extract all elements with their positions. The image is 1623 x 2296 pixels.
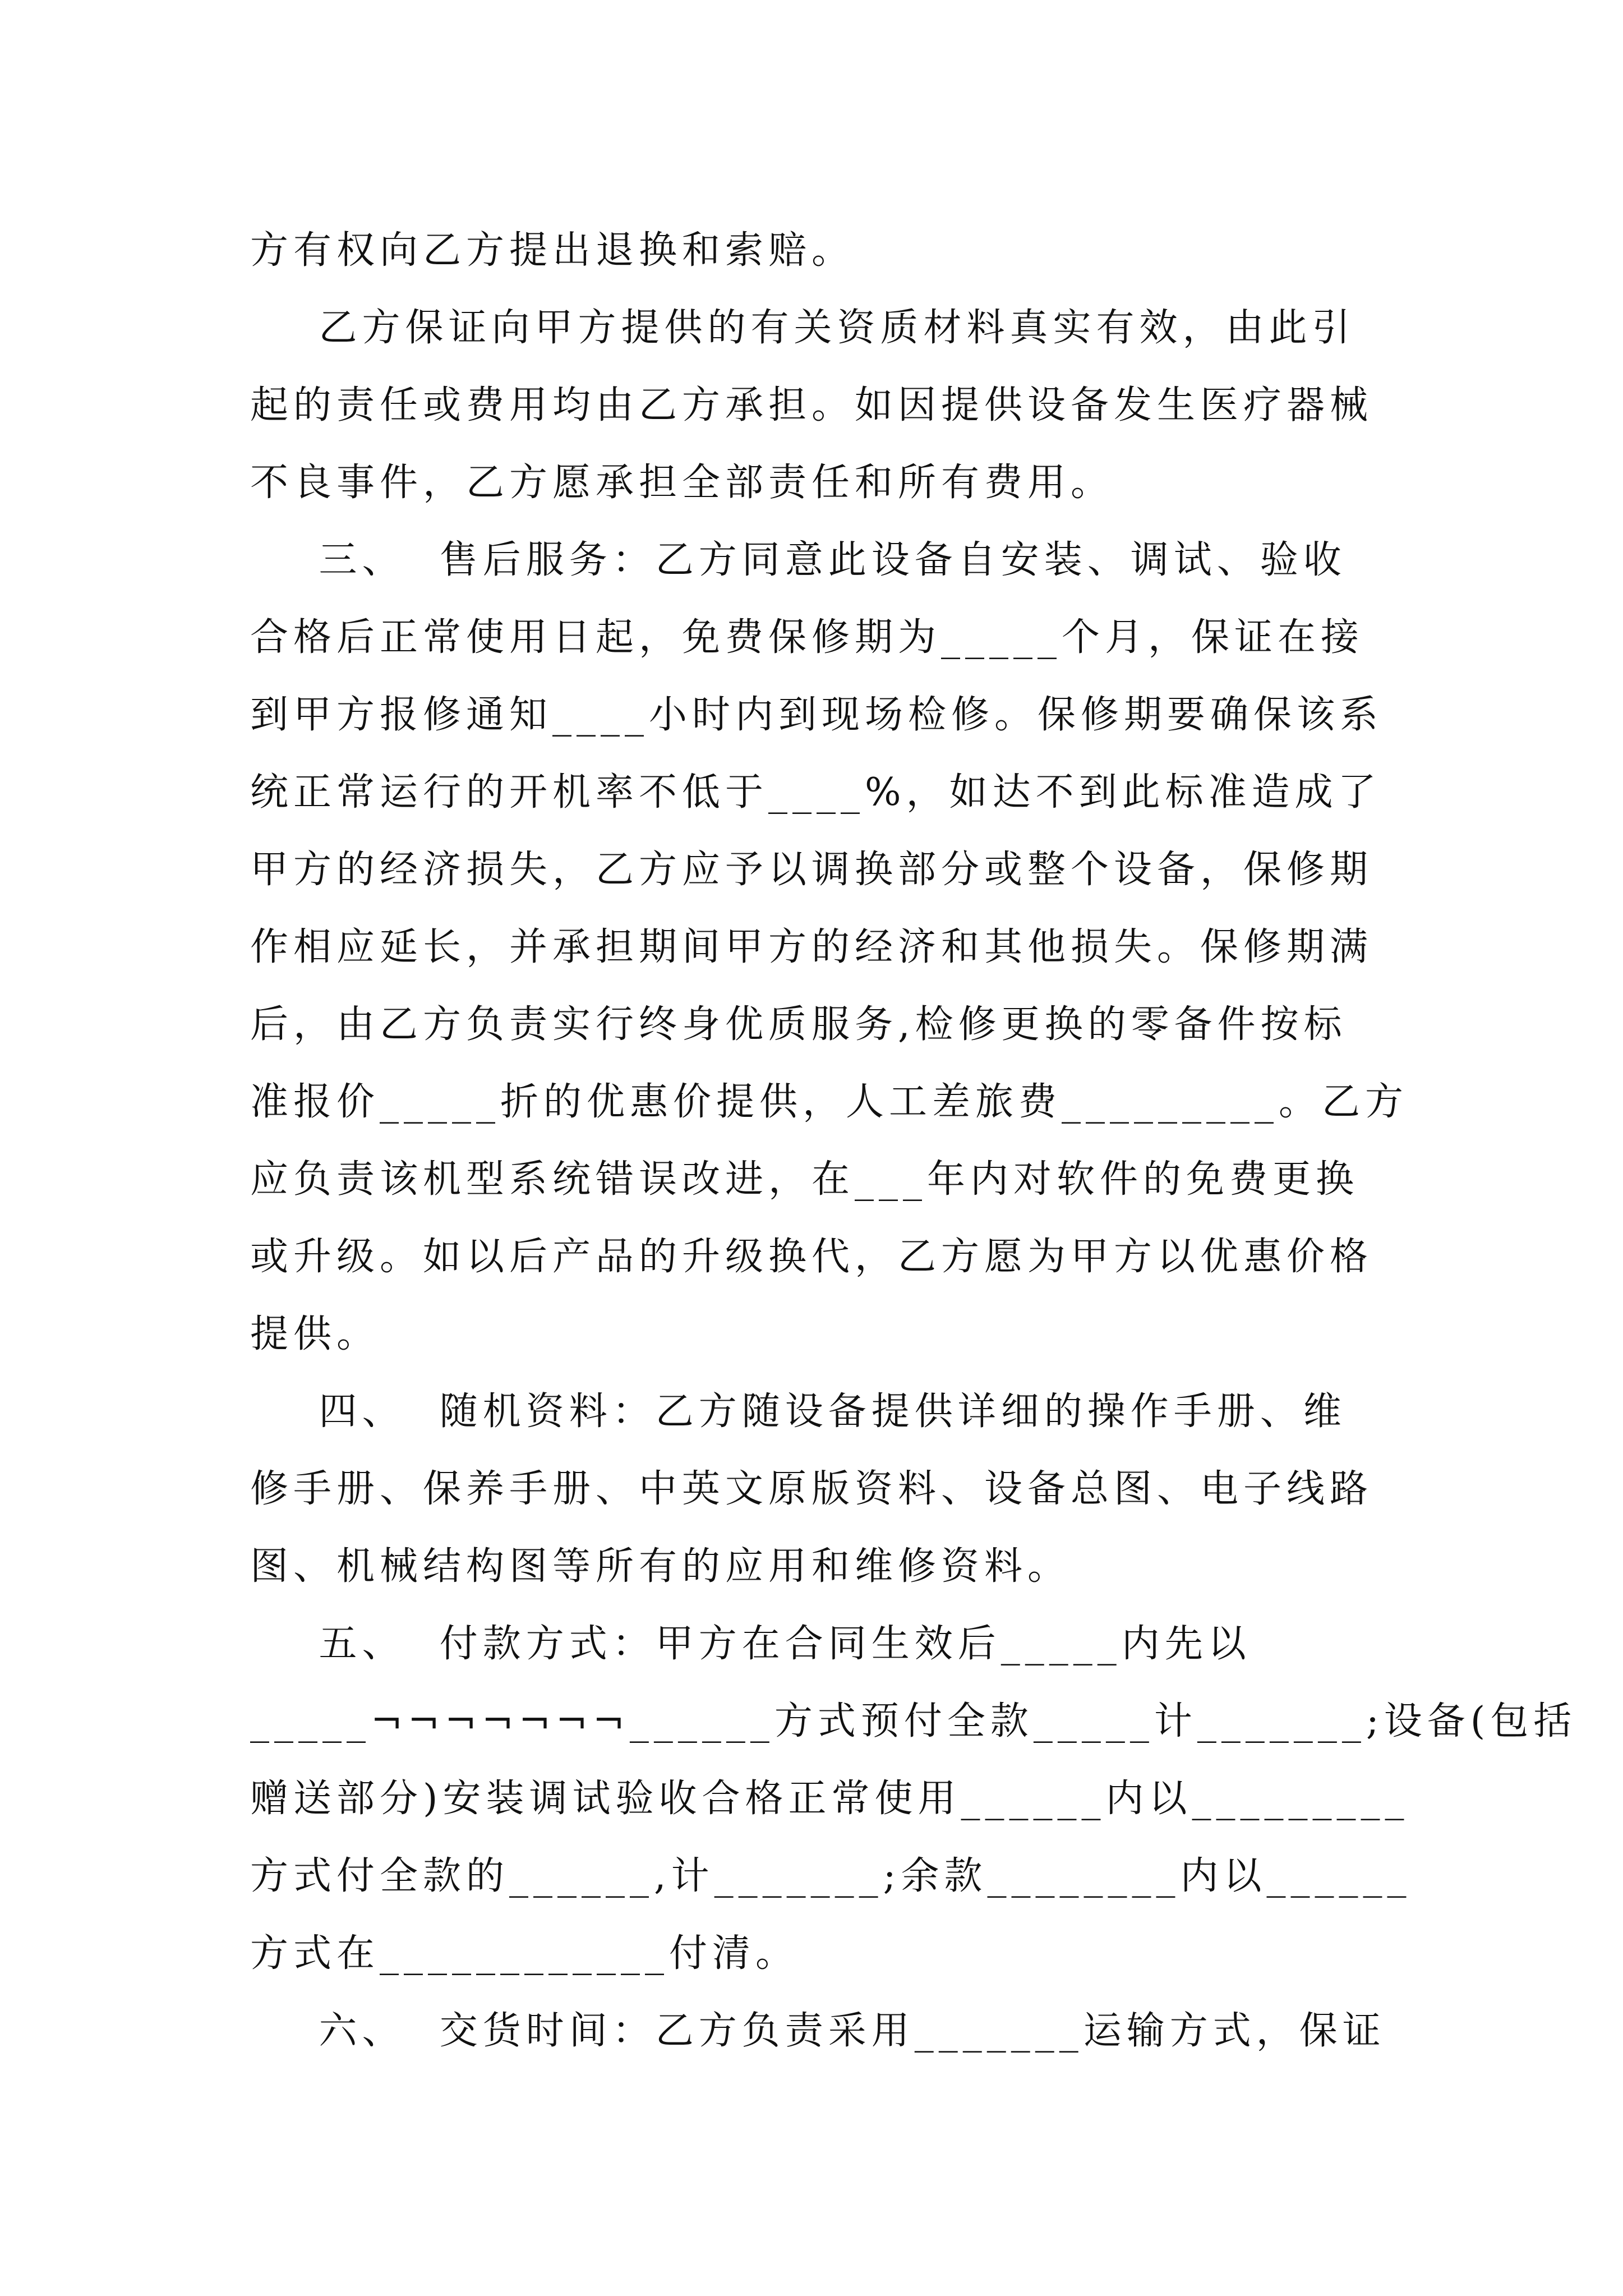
text-line: 不良事件，乙方愿承担全部责任和所有费用。 <box>250 461 1114 505</box>
text-line: 赠送部分)安装调试验收合格正常使用______内以_________ <box>250 1777 1409 1821</box>
text-line: 提供。 <box>250 1312 380 1356</box>
text-line: 甲方的经济损失，乙方应予以调换部分或整个设备，保修期 <box>250 848 1373 892</box>
text-line: 图、机械结构图等所有的应用和维修资料。 <box>250 1544 1071 1589</box>
text-line: 统正常运行的开机率不低于____%，如达不到此标准造成了 <box>250 770 1381 815</box>
text-line: 或升级。如以后产品的升级换代，乙方愿为甲方以优惠价格 <box>250 1235 1373 1279</box>
text-line: 准报价_____折的优惠价提供，人工差旅费_________。乙方 <box>250 1080 1409 1124</box>
text-line: 修手册、保养手册、中英文原版资料、设备总图、电子线路 <box>250 1467 1373 1511</box>
contract-text-body <box>250 212 1577 2070</box>
text-line: 方式在____________付清。 <box>250 1931 799 1976</box>
text-line: 到甲方报修通知____小时内到现场检修。保修期要确保该系 <box>250 693 1384 737</box>
text-line: 合格后正常使用日起，免费保修期为_____个月，保证在接 <box>250 615 1364 660</box>
text-line: 起的责任或费用均由乙方承担。如因提供设备发生医疗器械 <box>250 383 1373 427</box>
text-line: 乙方保证向甲方提供的有关资质材料真实有效，由此引 <box>250 306 1355 350</box>
text-line: _____¬¬¬¬¬¬¬______方式预付全款_____计_______;设备(包括 <box>250 1699 1577 1743</box>
text-line: 方有权向乙方提出退换和索赔。 <box>250 228 855 273</box>
section-5-heading-line: 五、 付款方式：甲方在合同生效后_____内先以 <box>250 1622 1251 1666</box>
text-line: 方式付全款的______,计_______;余款________内以______ <box>250 1854 1412 1898</box>
section-4-heading-line: 四、 随机资料：乙方随设备提供详细的操作手册、维 <box>250 1389 1347 1434</box>
section-3-heading-line: 三、 售后服务：乙方同意此设备自安装、调试、验收 <box>250 538 1347 582</box>
text-line: 应负责该机型系统错误改进，在___年内对软件的免费更换 <box>250 1157 1359 1202</box>
text-line: 后，由乙方负责实行终身优质服务,检修更换的零备件按标 <box>250 1002 1347 1047</box>
text-line: 作相应延长，并承担期间甲方的经济和其他损失。保修期满 <box>250 925 1373 969</box>
section-6-heading-line: 六、 交货时间：乙方负责采用_______运输方式，保证 <box>250 2009 1386 2053</box>
